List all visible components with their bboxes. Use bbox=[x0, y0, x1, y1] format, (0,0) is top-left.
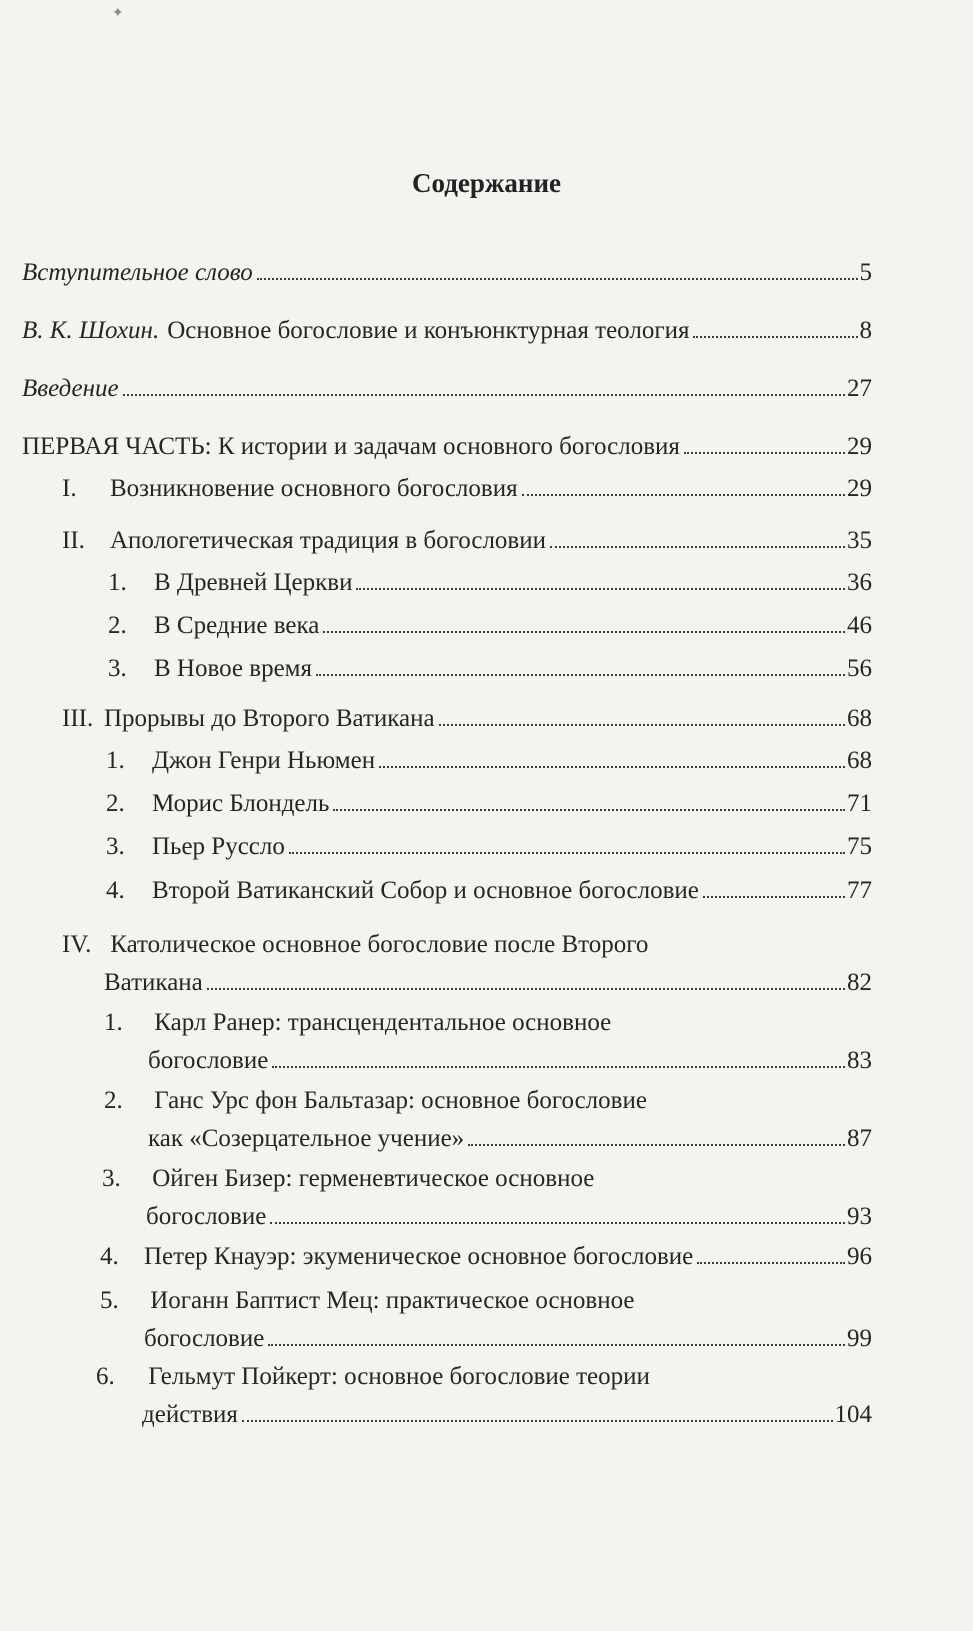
toc-entry-number: 2. bbox=[108, 612, 127, 639]
toc-entry-title: В Древней Церкви bbox=[154, 569, 353, 596]
toc-entry-number: III. bbox=[62, 705, 94, 732]
toc-entry-title: Джон Генри Ньюмен bbox=[152, 747, 376, 774]
toc-entry-3-1[interactable] bbox=[106, 746, 872, 776]
toc-entry-title-line-1: Католическое основное богословие после Второго bbox=[110, 931, 649, 958]
toc-entry-title-line-1: Карл Ранер: трансцендентальное основное bbox=[154, 1009, 612, 1036]
toc-entry-title-line-2: богословие bbox=[148, 1047, 269, 1074]
toc-entry-chapter-3[interactable] bbox=[62, 704, 872, 734]
toc-page-number: 82 bbox=[847, 969, 872, 996]
toc-entry-title-line-1: Ганс Урс фон Бальтазар: основное богословие bbox=[154, 1087, 647, 1114]
toc-entry-number: 1. bbox=[104, 1009, 123, 1036]
toc-page-number: 29 bbox=[847, 475, 872, 502]
toc-entry-shokhin[interactable] bbox=[22, 316, 872, 346]
dot-leader bbox=[333, 809, 845, 811]
dot-leader bbox=[550, 546, 845, 548]
toc-entry-title-line-1: Гельмут Пойкерт: основное богословие теории bbox=[148, 1363, 650, 1390]
toc-entry-title-line-2: богословие bbox=[146, 1203, 267, 1230]
toc-entry-3-2[interactable] bbox=[106, 789, 872, 819]
toc-entry-number: 4. bbox=[106, 877, 125, 904]
toc-entry-title: Основное богословие и конъюнктурная теология bbox=[167, 317, 690, 344]
toc-entry-title: ПЕРВАЯ ЧАСТЬ: К истории и задачам основного богословия bbox=[22, 433, 680, 460]
dot-leader bbox=[522, 494, 845, 496]
toc-entry-chapter-1[interactable] bbox=[62, 474, 872, 504]
toc-entry-3-4[interactable] bbox=[106, 876, 872, 906]
toc-page-number: 5 bbox=[859, 259, 872, 286]
toc-entry-3-3[interactable] bbox=[106, 832, 872, 862]
toc-entry-number: IV. bbox=[62, 931, 92, 958]
toc-entry-4-1[interactable] bbox=[104, 1008, 872, 1076]
toc-entry-2-3[interactable] bbox=[108, 654, 872, 684]
dot-leader bbox=[439, 724, 845, 726]
dot-leader bbox=[123, 394, 845, 396]
toc-entry-part-one[interactable] bbox=[22, 432, 872, 462]
toc-entry-title-line-2: как «Созерцательное учение» bbox=[148, 1125, 465, 1152]
toc-entry-title: Введение bbox=[22, 375, 119, 402]
dot-leader bbox=[242, 1420, 833, 1422]
toc-page-number: 83 bbox=[847, 1047, 872, 1074]
dot-leader bbox=[316, 674, 845, 676]
dot-leader bbox=[257, 278, 858, 280]
toc-entry-introductory-word[interactable] bbox=[22, 258, 872, 288]
toc-entry-title: Второй Ватиканский Собор и основное богословие bbox=[152, 877, 699, 904]
toc-page-number: 68 bbox=[847, 705, 872, 732]
toc-page-number: 36 bbox=[847, 569, 872, 596]
dot-leader bbox=[289, 852, 845, 854]
dot-leader bbox=[323, 631, 845, 633]
toc-entry-4-5[interactable] bbox=[100, 1286, 872, 1354]
toc-entry-number: II. bbox=[62, 527, 85, 554]
dot-leader bbox=[697, 1262, 845, 1264]
toc-page-number: 75 bbox=[847, 833, 872, 860]
toc-entry-chapter-4[interactable] bbox=[62, 930, 872, 998]
toc-page-number: 56 bbox=[847, 655, 872, 682]
toc-entry-author: В. К. Шохин. bbox=[22, 317, 160, 344]
toc-entry-title: Вступительное слово bbox=[22, 259, 253, 286]
toc-entry-title: Возникновение основного богословия bbox=[110, 475, 518, 502]
toc-entry-number: 2. bbox=[104, 1087, 123, 1114]
toc-page-number: 71 bbox=[847, 790, 872, 817]
page-title: Содержание bbox=[411, 168, 562, 198]
toc-entry-chapter-2[interactable] bbox=[62, 526, 872, 556]
toc-entry-2-1[interactable] bbox=[108, 568, 872, 598]
toc-entry-title: Прорывы до Второго Ватикана bbox=[104, 705, 435, 732]
toc-entry-title: Апологетическая традиция в богословии bbox=[110, 527, 546, 554]
dot-leader bbox=[270, 1222, 845, 1224]
toc-page-number: 35 bbox=[847, 527, 872, 554]
toc-entry-number: 6. bbox=[96, 1363, 115, 1390]
toc-page-number: 68 bbox=[847, 747, 872, 774]
toc-page-number: 29 bbox=[847, 433, 872, 460]
toc-page-number: 8 bbox=[859, 317, 872, 344]
toc-page-number: 99 bbox=[847, 1325, 872, 1352]
toc-page-number: 27 bbox=[847, 375, 872, 402]
dot-leader bbox=[207, 988, 845, 990]
toc-entry-number: 3. bbox=[102, 1165, 121, 1192]
toc-entry-number: I. bbox=[62, 475, 77, 502]
toc-entry-number: 2. bbox=[106, 790, 125, 817]
toc-entry-number: 4. bbox=[100, 1243, 119, 1270]
toc-entry-number: 1. bbox=[108, 569, 127, 596]
dot-leader bbox=[703, 896, 845, 898]
toc-page-number: 77 bbox=[847, 877, 872, 904]
toc-entry-title-line-1: Ойген Бизер: герменевтическое основное bbox=[152, 1165, 595, 1192]
dot-leader bbox=[379, 766, 845, 768]
toc-entry-title-line-2: Ватикана bbox=[104, 969, 203, 996]
toc-entry-2-2[interactable] bbox=[108, 611, 872, 641]
toc-entry-4-6[interactable] bbox=[96, 1362, 872, 1430]
toc-entry-title: В Новое время bbox=[154, 655, 312, 682]
toc-entry-title: Петер Кнауэр: экуменическое основное богословие bbox=[144, 1243, 694, 1270]
toc-entry-title-line-2: действия bbox=[142, 1401, 238, 1428]
dot-leader bbox=[268, 1344, 845, 1346]
toc-entry-4-3[interactable] bbox=[102, 1164, 872, 1232]
toc-page-number: 46 bbox=[847, 612, 872, 639]
toc-entry-4-2[interactable] bbox=[104, 1086, 872, 1154]
toc-entry-number: 3. bbox=[106, 833, 125, 860]
dot-leader bbox=[693, 336, 857, 338]
toc-entry-number: 3. bbox=[108, 655, 127, 682]
toc-entry-title-line-2: богословие bbox=[144, 1325, 265, 1352]
toc-page-number: 87 bbox=[847, 1125, 872, 1152]
dot-leader bbox=[684, 452, 845, 454]
toc-entry-number: 5. bbox=[100, 1287, 119, 1314]
toc-entry-4-4[interactable] bbox=[100, 1242, 872, 1272]
toc-entry-introduction[interactable] bbox=[22, 374, 872, 404]
toc-entry-title: Пьер Руссло bbox=[152, 833, 285, 860]
toc-entry-number: 1. bbox=[106, 747, 125, 774]
dot-leader bbox=[468, 1144, 845, 1146]
dot-leader bbox=[272, 1066, 845, 1068]
toc-entry-title-line-1: Иоганн Баптист Мец: практическое основное bbox=[150, 1287, 635, 1314]
toc-page-number: 104 bbox=[834, 1401, 872, 1428]
toc-page-number: 93 bbox=[847, 1203, 872, 1230]
toc-page-number: 96 bbox=[847, 1243, 872, 1270]
toc-entry-title: В Средние века bbox=[154, 612, 320, 639]
scan-speck: ✦ bbox=[112, 5, 124, 21]
toc-entry-title: Морис Блондель bbox=[152, 790, 330, 817]
dot-leader bbox=[356, 588, 845, 590]
